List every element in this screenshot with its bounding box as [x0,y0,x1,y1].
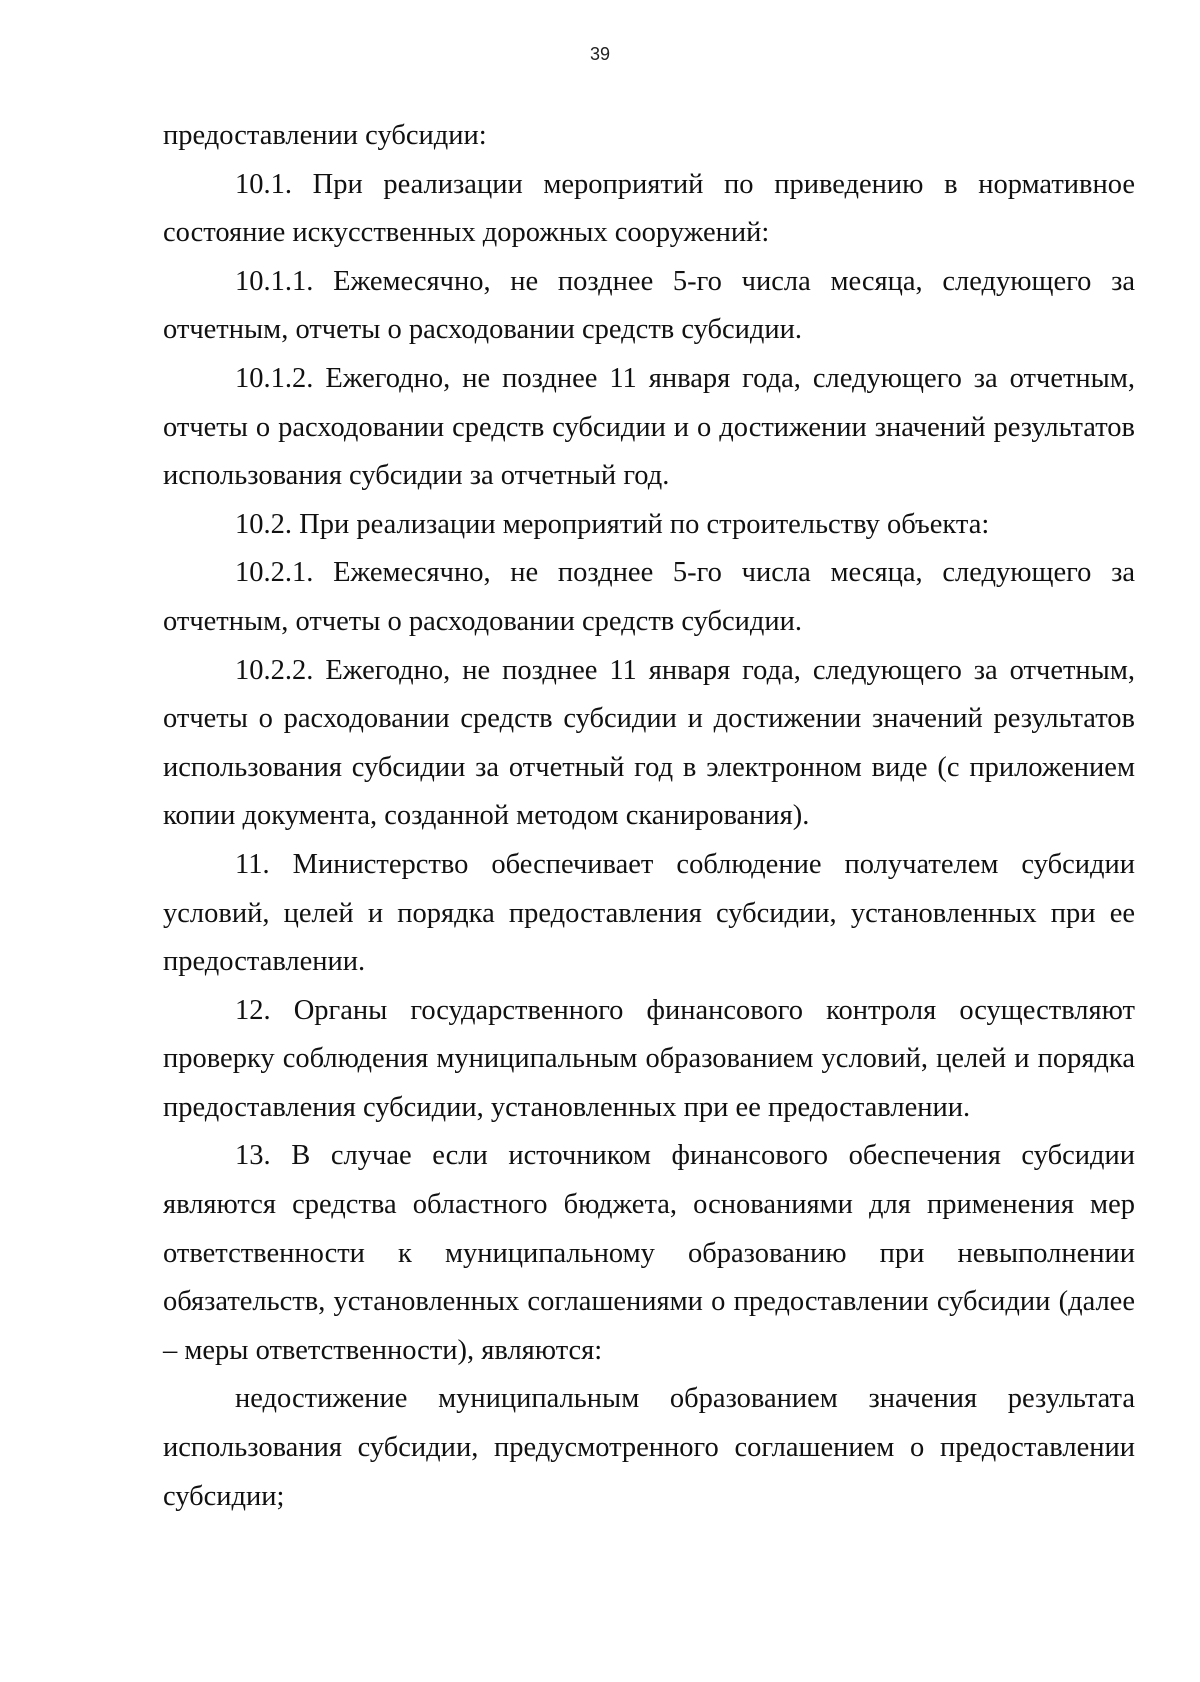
paragraph-10-2-1: 10.2.1. Ежемесячно, не позднее 5-го числа месяца, следующего за отчетным, отчеты о расходовании средств субсидии. [163,557,1135,637]
paragraph-11: 11. Министерство обеспечивает соблюдение получателем субсидии условий, целей и порядка предоставления субсидии, установленных при ее предоставлении. [163,848,1135,978]
page-number: 39 [589,44,611,64]
paragraph-10-2: 10.2. При реализации мероприятий по строительству объекта: [235,508,990,540]
paragraph-13-item-1: недостижение муниципальным образованием значения результата использования субсидии, предусмотренного соглашением о предоставлении субсидии; [163,1383,1135,1512]
paragraph-10-1-1: 10.1.1. Ежемесячно, не позднее 5-го числа месяца, следующего за отчетным, отчеты о расходовании средств субсидии. [163,265,1135,346]
paragraph-10-1: 10.1. При реализации мероприятий по приведению в нормативное состояние искусственных дорожных сооружений: [163,168,1135,249]
paragraph-12: 12. Органы государственного финансового контроля осуществляют проверку соблюдения муниципальным образованием условий, целей и порядка предоставления субсидии, установленных при ее предоставлении. [163,994,1135,1123]
paragraph-13: 13. В случае если источником финансового обеспечения субсидии являются средства областного бюджета, основаниями для применения мер ответственности к муниципальному образованию при невыполнении обязательств, установленных соглашениями о предоставлении субсидии (далее – меры ответственности), являются: [163,1140,1135,1366]
paragraph-10-2-2: 10.2.2. Ежегодно, не позднее 11 января года, следующего за отчетным, отчеты о расходовании средств субсидии и достижении значений результатов использования субсидии за отчетный год в электронном виде (с приложением копии документа, созданной методом сканирования). [163,654,1135,832]
paragraph-continuation: предоставлении субсидии: [163,120,487,151]
paragraph-10-1-2: 10.1.2. Ежегодно, не позднее 11 января года, следующего за отчетным, отчеты о расходовании средств субсидии и о достижении значений результатов использования субсидии за отчетный год. [163,362,1135,492]
document-body [163,112,1135,1521]
